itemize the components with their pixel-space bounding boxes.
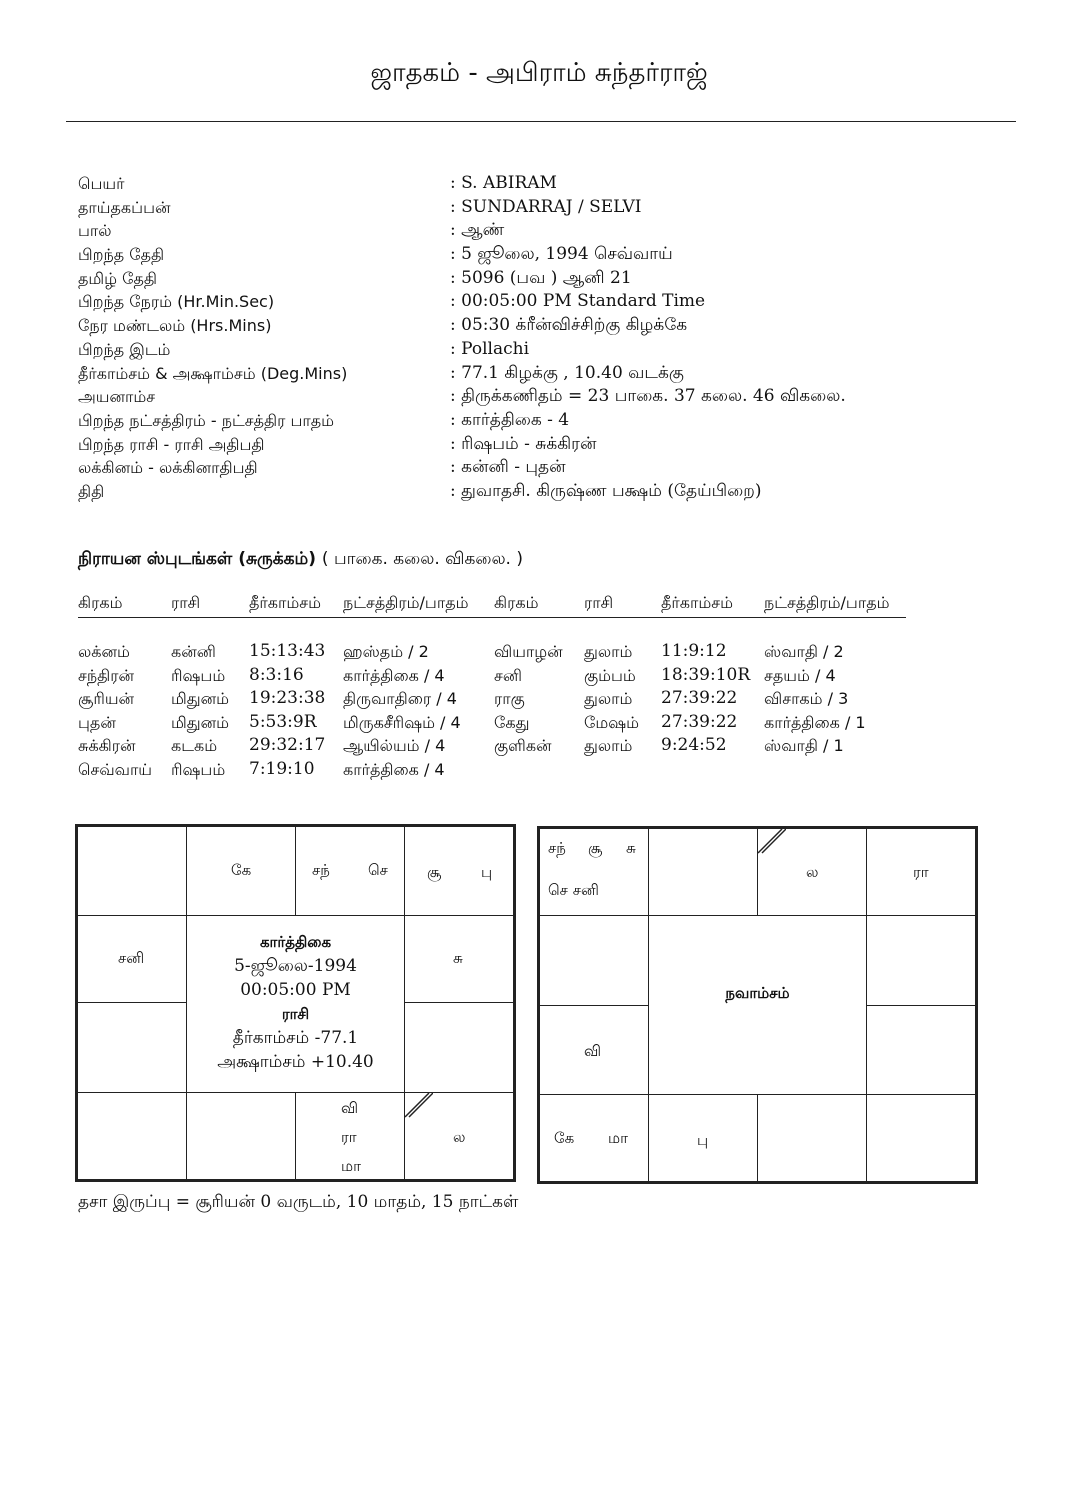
table-cell: 11:9:12 [661,641,727,661]
table-cell: குளிகன் [494,736,552,755]
rasi-house-right-1 [404,1002,514,1093]
column-header: தீர்காம்சம் [249,593,321,612]
rasi-house-left-1 [77,1002,187,1093]
table-cell: 18:39:10R [661,664,751,685]
rasi-center-line: ராசி [281,1005,310,1023]
detail-value: : கன்னி - புதன் [450,457,566,478]
table-cell: 19:23:38 [249,688,326,708]
planet-positions-table [78,593,906,781]
rasi-planet: வி [341,1099,359,1117]
detail-value: : 05:30 க்ரீன்விச்சிற்கு கிழக்கே [450,315,688,336]
detail-label: பிறந்த நேரம் (Hr.Min.Sec) [78,292,275,312]
detail-label: தமிழ் தேதி [78,268,158,288]
table-cell: 5:53:9R [249,711,317,732]
rasi-house-bottom-2 [295,1092,405,1180]
navamsa-house-left-1 [539,1005,649,1095]
table-cell: மிருகசீரிஷம் / 4 [343,712,461,732]
rasi-planet: சு [453,949,463,967]
table-cell: துலாம் [584,736,633,755]
rasi-house-top-1 [186,826,296,916]
table-cell: ஸ்வாதி / 1 [764,736,844,755]
table-cell: ராகு [494,689,525,708]
table-cell: ரிஷபம் [171,665,226,685]
table-cell: செவ்வாய் [78,759,153,779]
table-cell: 29:32:17 [249,735,326,755]
table-cell: கேது [494,712,530,732]
table-cell: வியாழன் [494,642,563,661]
table-header [78,593,906,618]
table-cell: லக்னம் [78,642,130,661]
table-cell: கார்த்திகை / 1 [764,712,866,732]
table-row [78,734,906,758]
table-cell: சந்திரன் [78,665,135,685]
navamsa-house-left-0 [539,915,649,1006]
rasi-center-line: தீர்காம்சம் -77.1 [232,1028,359,1048]
navamsa-house-bottom-1 [648,1094,758,1182]
detail-value: : 5096 (பவ ) ஆனி 21 [450,267,632,288]
detail-label: நேர மண்டலம் (Hrs.Mins) [78,316,272,336]
rasi-planet: ல [453,1128,466,1146]
table-cell: கடகம் [171,736,218,755]
table-cell: 27:39:22 [661,711,738,732]
table-cell: சனி [494,665,522,685]
rasi-planet: கே [231,861,252,879]
navamsa-planet: ல [806,863,819,881]
navamsa-house-top-3 [866,828,976,916]
page-title: ஜாதகம் - அபிராம் சுந்தர்ராஜ் [370,58,708,88]
detail-label: பிறந்த தேதி [78,245,165,265]
navamsa-planet: கே [554,1129,575,1147]
detail-value: : SUNDARRAJ / SELVI [450,196,642,217]
table-row [78,664,906,688]
table-cell: கும்பம் [584,665,636,685]
dasa-balance: தசா இருப்பு = சூரியன் 0 வருடம், 10 மாதம், 15 நாட்கள் [78,1192,519,1212]
navamsa-house-right-0 [866,915,976,1006]
rasi-planet: செ [368,861,388,879]
detail-label: தீர்காம்சம் & அக்ஷாம்சம் (Deg.Mins) [78,363,348,383]
column-header: தீர்காம்சம் [661,593,733,612]
navamsa-planet: செ சனி [548,881,599,899]
rasi-house-top-2 [295,826,405,916]
rasi-house-bottom-0 [77,1092,187,1180]
navamsa-house-bottom-3 [866,1094,976,1182]
rasi-planet: சந் [312,861,330,879]
detail-label: பால் [78,221,112,241]
detail-value: : கார்த்திகை - 4 [450,409,570,430]
table-cell: புதன் [78,712,116,732]
detail-value: : ரிஷபம் - சுக்கிரன் [450,433,597,454]
detail-label: பிறந்த இடம் [78,339,171,359]
table-row [78,640,906,664]
table-cell: திருவாதிரை / 4 [343,689,457,708]
detail-label: பிறந்த நட்சத்திரம் - நட்சத்திர பாதம் [78,410,335,430]
table-row [78,687,906,711]
positions-heading-units: ( பாகை. கலை. விகலை. ) [321,549,523,569]
rasi-center-info [186,930,405,1074]
column-header: ராசி [584,593,614,612]
table-cell: துலாம் [584,642,633,661]
rasi-planet: பு [481,863,493,881]
table-cell: 27:39:22 [661,688,738,708]
column-header: நட்சத்திரம்/பாதம் [343,593,469,612]
navamsa-planet: வி [584,1042,602,1060]
rasi-house-bottom-3 [404,1092,514,1180]
navamsa-house-bottom-2 [757,1094,867,1182]
detail-label: பிறந்த ராசி - ராசி அதிபதி [78,434,265,454]
rasi-center-line: அக்ஷாம்சம் +10.40 [217,1052,374,1072]
rasi-house-right-0 [404,915,514,1003]
table-cell: மிதுனம் [171,712,230,732]
rasi-house-left-0 [77,915,187,1003]
table-cell: மிதுனம் [171,689,230,708]
rasi-center-line: 5-ஜூலை-1994 [234,956,357,976]
table-cell: 15:13:43 [249,641,326,661]
table-cell: 9:24:52 [661,735,727,755]
rasi-planet: மா [341,1157,361,1175]
detail-value: : ஆண் [450,220,505,241]
table-row [78,711,906,735]
rasi-planet: ரா [341,1128,357,1146]
navamsa-house-right-1 [866,1005,976,1095]
table-row [78,758,906,782]
table-cell: சுக்கிரன் [78,736,136,755]
lagna-marker-icon [756,827,786,857]
column-header: கிரகம் [494,593,539,612]
navamsa-planet: சந் [548,839,566,857]
rasi-center-line: 00:05:00 PM [240,980,351,1000]
detail-label: தாய்தகப்பன் [78,197,171,217]
navamsa-house-top-0 [539,828,649,916]
table-cell: ஆயில்யம் / 4 [343,736,446,755]
table-cell: 8:3:16 [249,664,304,685]
detail-label: அயனாம்ச [78,387,156,407]
detail-value: : துவாதசி. கிருஷ்ண பக்ஷம் (தேய்பிறை) [450,480,762,501]
navamsa-chart [537,826,978,1184]
navamsa-planet: சூ [588,839,603,857]
navamsa-house-top-1 [648,828,758,916]
rasi-chart [75,824,516,1182]
navamsa-house-top-2 [757,828,867,916]
positions-heading [78,549,523,571]
table-cell: கன்னி [171,642,216,661]
detail-value: : 5 ஜூலை, 1994 செவ்வாய் [450,244,673,265]
table-cell: சதயம் / 4 [764,665,836,685]
navamsa-planet: பு [697,1131,709,1149]
column-header: ராசி [171,593,201,612]
detail-value: : Pollachi [450,338,530,359]
rasi-planet: சனி [118,949,145,967]
detail-label: லக்கினம் - லக்கினாதிபதி [78,458,258,478]
detail-label: பெயர் [78,174,125,193]
navamsa-center-label: நவாம்சம் [725,984,790,1002]
lagna-marker-icon [403,1091,433,1121]
table-cell: மேஷம் [584,712,640,732]
detail-value: : S. ABIRAM [450,173,557,193]
table-cell: ஹஸ்தம் / 2 [343,642,429,661]
detail-value: : திருக்கணிதம் = 23 பாகை. 37 கலை. 46 விகலை. [450,386,846,407]
table-cell: துலாம் [584,689,633,708]
table-cell: 7:19:10 [249,758,315,779]
rasi-planet: சூ [427,863,442,881]
table-cell: ஸ்வாதி / 2 [764,642,844,661]
navamsa-planet: ரா [913,863,929,881]
table-cell: விசாகம் / 3 [764,689,849,708]
detail-label: திதி [78,481,105,501]
column-header: நட்சத்திரம்/பாதம் [764,593,890,612]
table-cell: கார்த்திகை / 4 [343,665,445,685]
table-cell: சூரியன் [78,689,135,708]
table-cell: ரிஷபம் [171,759,226,779]
navamsa-house-bottom-0 [539,1094,649,1182]
rasi-house-top-3 [404,826,514,916]
column-header: கிரகம் [78,593,123,612]
navamsa-planet: மா [608,1129,628,1147]
navamsa-planet: சு [626,839,636,857]
rasi-center-line: கார்த்திகை [259,933,332,951]
table-cell: கார்த்திகை / 4 [343,759,445,779]
detail-value: : 77.1 கிழக்கு , 10.40 வடக்கு [450,362,684,383]
positions-heading-title: நிராயன ஸ்புடங்கள் (சுருக்கம்) [78,549,316,569]
title-divider [66,121,1016,122]
detail-value: : 00:05:00 PM Standard Time [450,291,706,312]
rasi-house-top-0 [77,826,187,916]
rasi-house-bottom-1 [186,1092,296,1180]
